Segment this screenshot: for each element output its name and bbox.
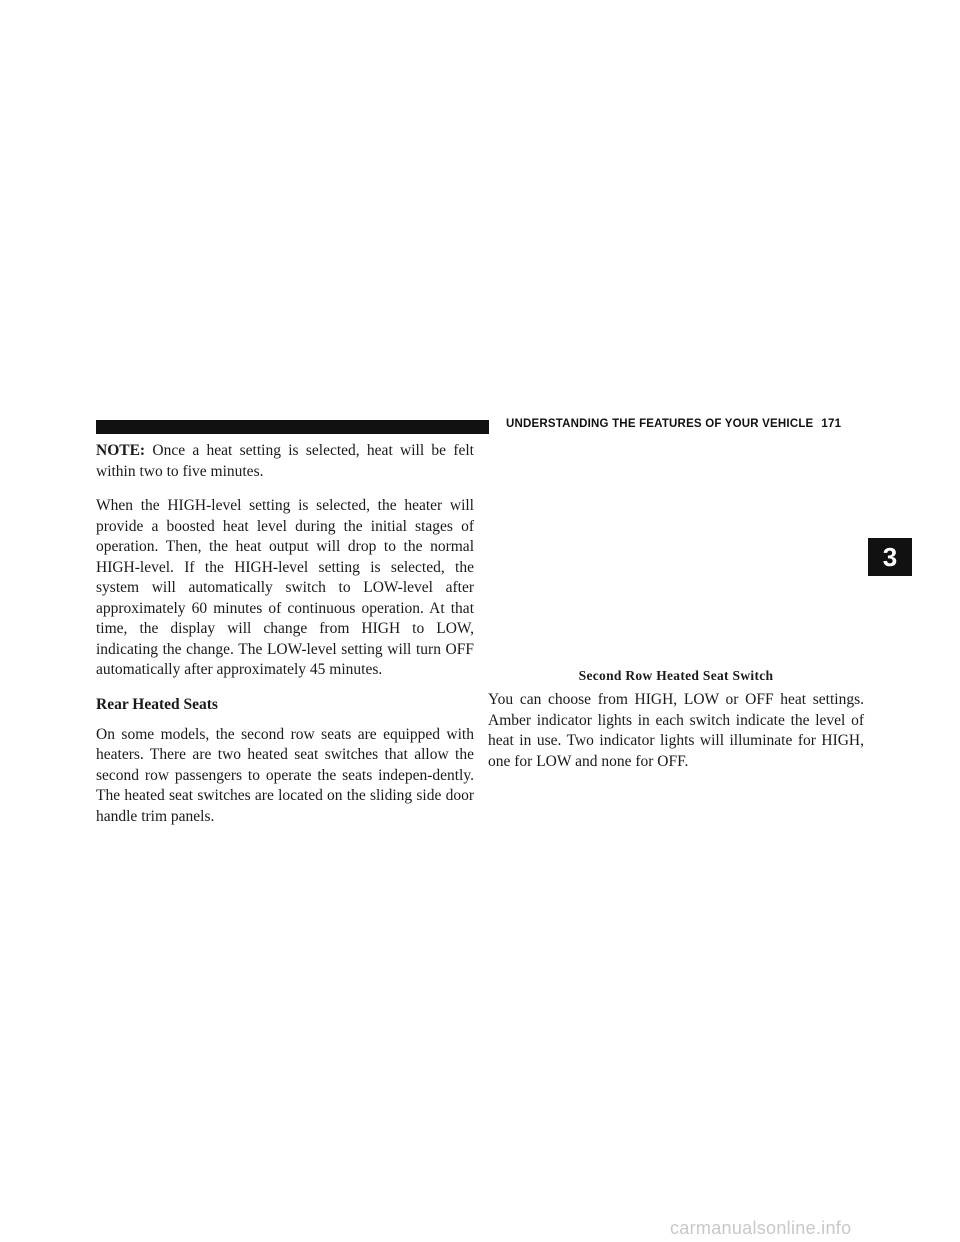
settings-paragraph: You can choose from HIGH, LOW or OFF heat settings. Amber indicator lights in each switch indicate the level of heat in use. Two indicator lights will illuminate for HIGH, one for LOW and none for OFF. xyxy=(488,691,864,770)
figure-caption: Second Row Heated Seat Switch xyxy=(578,668,774,683)
chapter-title: UNDERSTANDING THE FEATURES OF YOUR VEHICLE xyxy=(506,418,814,430)
rear-seats-paragraph: On some models, the second row seats are equipped with heaters. There are two heated seat switches that allow the second row passengers to operate the seats indepen-dently. The heated seat switches are located on the sliding side door handle trim panels. xyxy=(96,725,474,825)
note-text: Once a heat setting is selected, heat will be felt within two to five minutes. xyxy=(96,442,474,480)
left-column xyxy=(96,441,474,841)
figure-image-area xyxy=(488,444,864,662)
note-label: NOTE: xyxy=(96,442,146,459)
section-heading: Rear Heated Seats xyxy=(96,695,218,713)
right-column xyxy=(488,690,864,786)
chapter-tab: 3 xyxy=(868,538,912,576)
watermark: carmanualsonline.info xyxy=(670,1218,852,1238)
running-header xyxy=(506,418,841,430)
header-rule xyxy=(96,420,489,434)
high-level-paragraph: When the HIGH-level setting is selected, the heater will provide a boosted heat level during the initial stages of operation. Then, the heat output will drop to the normal HIGH-level. If the HIGH-level setting is selected, the system will automatically switch to LOW-level after approximately 60 minutes of continuous operation. At that time, the display will change from HIGH to LOW, indicating the change. The LOW-level setting will turn OFF automatically after approximately 45 minutes. xyxy=(96,497,474,678)
note-paragraph xyxy=(96,441,474,482)
page-number: 171 xyxy=(821,418,842,430)
